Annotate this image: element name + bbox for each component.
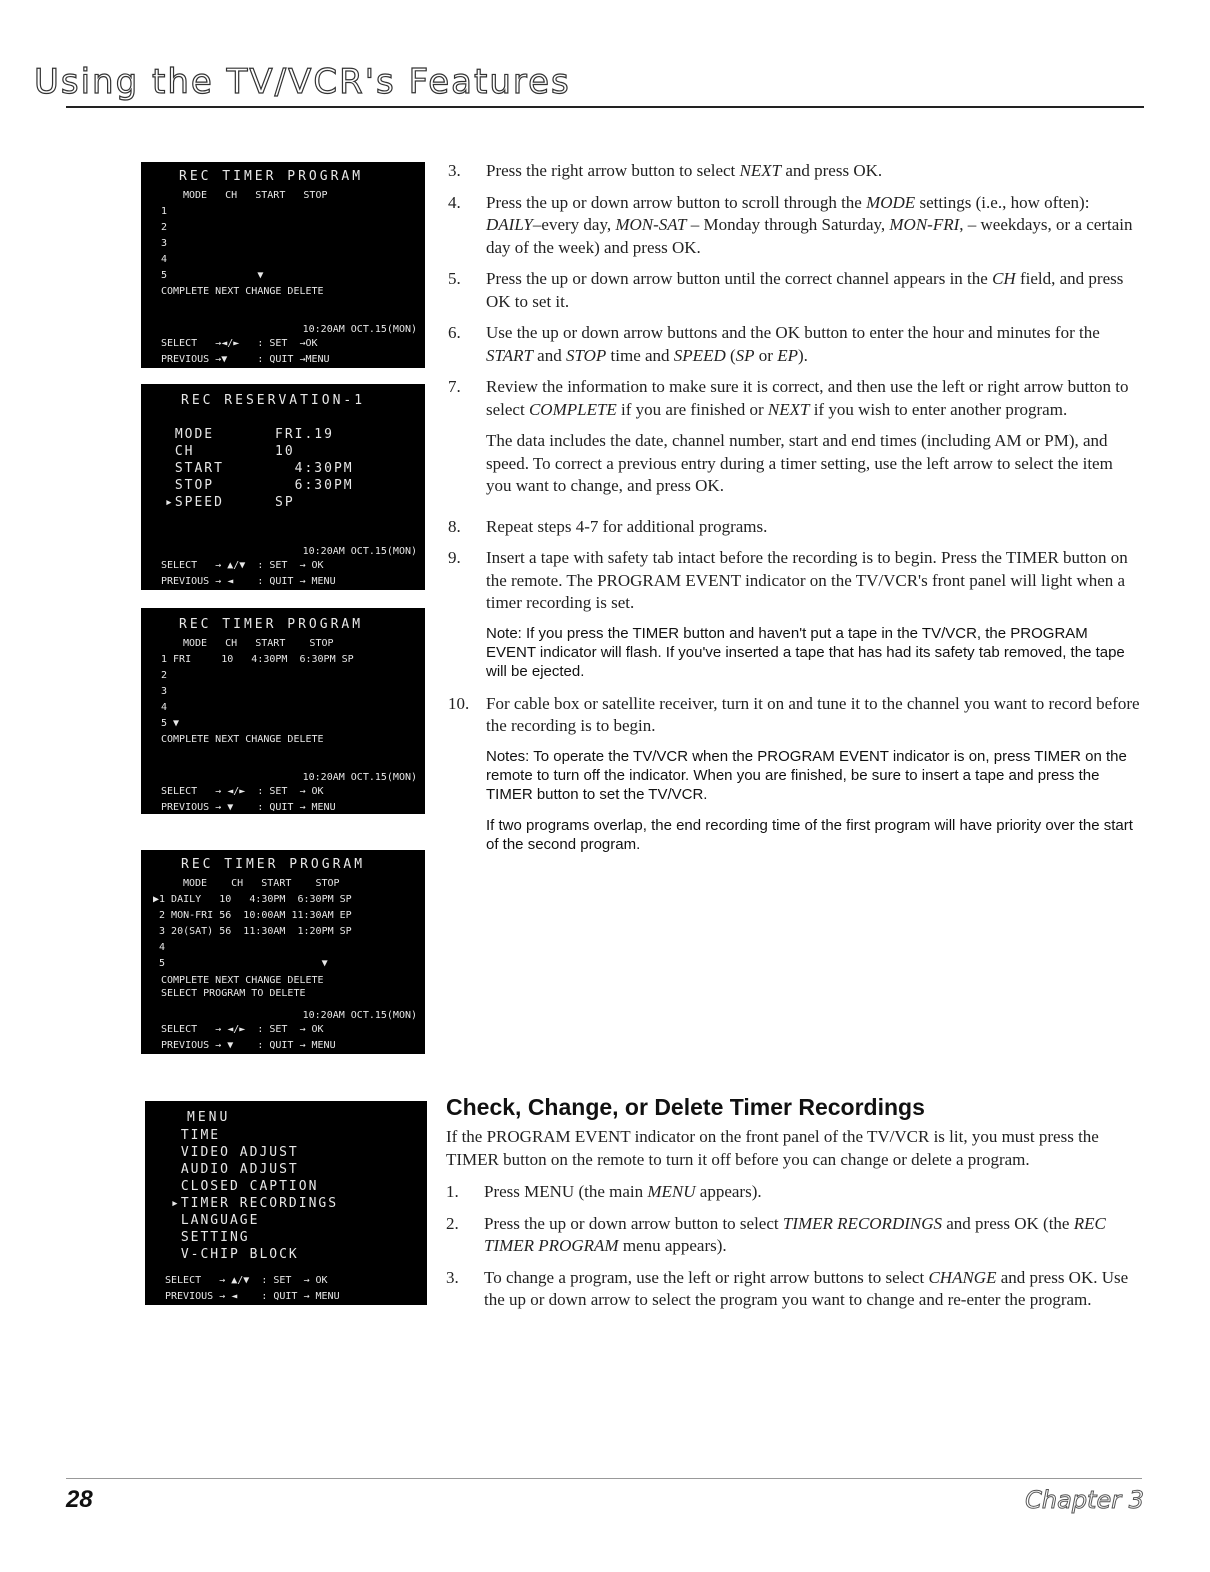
screen-rec-timer-program-one [141, 608, 425, 814]
field-value: SP [275, 495, 295, 510]
screen-nav-select: SELECT → ◄/► : SET → OK [161, 786, 324, 797]
screen-clock: 10:20AM OCT.15(MON) [302, 772, 417, 783]
screen-nav-previous: PREVIOUS → ◄ : QUIT → MENU [161, 576, 336, 587]
screen-clock: 10:20AM OCT.15(MON) [302, 324, 417, 335]
screen-actions: COMPLETE NEXT CHANGE DELETE [161, 975, 324, 986]
field-label: START [165, 461, 224, 476]
screen-row: 1 FRI 10 4:30PM 6:30PM SP [161, 654, 354, 665]
screen-row: 1 [161, 206, 168, 217]
screen-actions: COMPLETE NEXT CHANGE DELETE [161, 734, 324, 745]
step-item: 4. Press the up or down arrow button to scroll through the MODE settings (i.e., how often): DAILY–every day, MON-SAT – Monday through Saturday, MON-FRI, – weekdays, or a certain day of the week) and press OK. [448, 192, 1133, 257]
screen-row: 3 20(SAT) 56 11:30AM 1:20PM SP [153, 926, 352, 937]
menu-item: TIME [171, 1128, 221, 1143]
screen-nav-previous: PREVIOUS → ◄ : QUIT → MENU [165, 1291, 340, 1302]
instructions-column [448, 160, 1140, 866]
screen-rec-timer-program-list [141, 850, 425, 1054]
screen-title: MENU [187, 1110, 231, 1125]
field-value: 4:30PM [275, 461, 354, 476]
screen-title: REC TIMER PROGRAM [181, 857, 366, 872]
field-label: MODE [165, 427, 215, 442]
section-intro: If the PROGRAM EVENT indicator on the front panel of the TV/VCR is lit, you must press the TIMER button on the remote to turn it off before you can change or delete a program. [446, 1127, 1099, 1169]
menu-item-selected: ▸TIMER RECORDINGS [171, 1196, 339, 1211]
screen-clock: 10:20AM OCT.15(MON) [302, 1010, 417, 1021]
step-item: 1. Press MENU (the main MENU appears). [446, 1182, 762, 1201]
step-item: 7. Review the information to make sure it is correct, and then use the left or right arrow button to select COMPLETE if you are finished or NEXT if you wish to enter another program. The data includes the date, channel number, start and end times (including AM or PM), and speed. To correct a previous entry during a timer setting, use the left arrow to select the item you want to change, and press OK. [448, 376, 1140, 507]
page-number: 28 [66, 1486, 93, 1513]
field-value: FRI.19 [275, 427, 334, 442]
step-item: 2. Press the up or down arrow button to select TIMER RECORDINGS and press OK (the REC TIMER PROGRAM menu appears). [446, 1213, 1106, 1255]
screen-columns: MODE CH START STOP [183, 878, 340, 889]
step-explanation: The data includes the date, channel number, start and end times (including AM or PM), and speed. To correct a previous entry during a timer setting, use the left arrow to select the item you want to change, and press OK. [486, 431, 1113, 495]
screen-nav-select: SELECT → ▲/▼ : SET → OK [165, 1275, 328, 1286]
menu-item: SETTING [171, 1230, 250, 1245]
notes-overlap: If two programs overlap, the end recording time of the first program will have priority over the start of the second program. [486, 816, 1133, 853]
step-item: 6. Use the up or down arrow buttons and the OK button to enter the hour and minutes for the START and STOP time and SPEED (SP or EP). [448, 323, 1100, 365]
screen-row: 5 ▼ [161, 718, 180, 729]
screen-row: 4 [161, 702, 168, 713]
screen-row: 2 [161, 670, 168, 681]
step-item: 3. To change a program, use the left or right arrow buttons to select CHANGE and press OK. Use the up or down arrow to select the program you want to change and re-enter the program. [446, 1267, 1129, 1309]
screen-columns: MODE CH START STOP [183, 190, 328, 201]
screen-title: REC RESERVATION-1 [181, 393, 366, 408]
field-value: 6:30PM [275, 478, 354, 493]
menu-item: LANGUAGE [171, 1213, 260, 1228]
screen-row: 2 [161, 222, 168, 233]
screen-row: 5 ▼ [153, 958, 328, 969]
chapter-label: Chapter 3 [1025, 1486, 1144, 1514]
screen-row: 4 [153, 942, 166, 953]
step-item: 9. Insert a tape with safety tab intact before the recording is to begin. Press the TIMER button on the remote. The PROGRAM EVENT indicator on the TV/VCR's front panel will light when a timer recording is set. [448, 548, 1128, 612]
footer-rule [66, 1478, 1142, 1479]
screen-nav-previous: PREVIOUS → ▼ : QUIT → MENU [161, 802, 336, 813]
page-header-title: Using the TV/VCR's Features [34, 62, 571, 102]
screen-row: 3 [161, 686, 168, 697]
note-timer: Note: If you press the TIMER button and haven't put a tape in the TV/VCR, the PROGRAM EVENT indicator will flash. If you've inserted a tape that has had its safety tab removed, the tape will be ejected. [486, 624, 1125, 680]
section-heading: Check, Change, or Delete Timer Recordings [446, 1094, 925, 1120]
screen-clock: 10:20AM OCT.15(MON) [302, 546, 417, 557]
section-body [446, 1126, 1142, 1321]
field-label: STOP [165, 478, 215, 493]
screen-row: 5 ▼ [161, 270, 264, 281]
screen-nav-select: SELECT →◄/► : SET →OK [161, 338, 318, 349]
menu-item: VIDEO ADJUST [171, 1145, 299, 1160]
screen-row: ▶1 DAILY 10 4:30PM 6:30PM SP [153, 894, 352, 905]
screen-title: REC TIMER PROGRAM [179, 169, 364, 184]
screen-actions: COMPLETE NEXT CHANGE DELETE [161, 286, 324, 297]
field-value: 10 [275, 444, 295, 459]
screen-row: 3 [161, 238, 168, 249]
screen-rec-reservation [141, 384, 425, 590]
screen-row: 2 MON-FRI 56 10:00AM 11:30AM EP [153, 910, 352, 921]
screen-columns: MODE CH START STOP [183, 638, 334, 649]
menu-item: V-CHIP BLOCK [171, 1247, 299, 1262]
screen-nav-previous: PREVIOUS → ▼ : QUIT → MENU [161, 1040, 336, 1051]
screen-row: 4 [161, 254, 168, 265]
step-item: 8. Repeat steps 4-7 for additional programs. [448, 516, 768, 536]
screen-title: REC TIMER PROGRAM [179, 617, 364, 632]
step-item: 5. Press the up or down arrow button until the correct channel appears in the CH field, and press OK to set it. [448, 269, 1124, 311]
screen-nav-previous: PREVIOUS →▼ : QUIT →MENU [161, 354, 330, 365]
screen-main-menu [145, 1101, 427, 1305]
step-item: 3. Press the right arrow button to select NEXT and press OK. [448, 161, 883, 180]
menu-item: AUDIO ADJUST [171, 1162, 299, 1177]
step-item: 10. For cable box or satellite receiver, turn it on and tune it to the channel you want to record before the recording is to begin. [448, 693, 1140, 735]
screen-nav-select: SELECT → ▲/▼ : SET → OK [161, 560, 324, 571]
header-rule [66, 106, 1144, 108]
notes-program-event: Notes: To operate the TV/VCR when the PROGRAM EVENT indicator is on, press TIMER on the remote to turn off the indicator. When you are finished, be sure to insert a tape and press the TIMER button to set the TV/VCR. [486, 747, 1127, 803]
field-label: ▸SPEED [165, 495, 224, 510]
field-label: CH [165, 444, 195, 459]
screen-actions-hint: SELECT PROGRAM TO DELETE [161, 988, 306, 999]
menu-item: CLOSED CAPTION [171, 1179, 319, 1194]
screen-nav-select: SELECT → ◄/► : SET → OK [161, 1024, 324, 1035]
screen-rec-timer-program-empty [141, 162, 425, 368]
